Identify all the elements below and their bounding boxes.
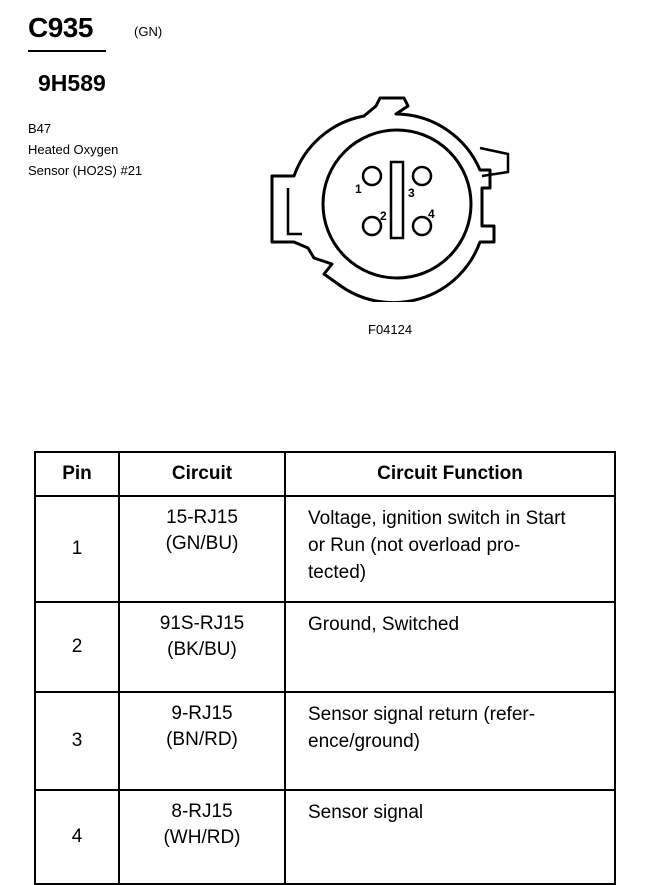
header-pin: Pin	[35, 452, 119, 496]
pin-cavity-1	[363, 167, 381, 185]
component-name-line-2: Sensor (HO2S) #21	[28, 163, 143, 178]
circuit-color: (GN/BU)	[165, 533, 239, 554]
pin-circuit-table	[34, 451, 616, 885]
table-row	[35, 496, 615, 602]
function-line: Ground, Switched	[308, 614, 460, 635]
table-header-row	[35, 452, 615, 496]
circuit-color: (BN/RD)	[166, 729, 238, 750]
pin-number: 2	[35, 602, 119, 692]
connector-color: (GN)	[134, 24, 163, 39]
table-row	[35, 790, 615, 884]
component-description	[28, 118, 142, 181]
function-line: ence/ground)	[308, 731, 420, 752]
function-line: Sensor signal	[308, 802, 424, 823]
connector-id-underline	[28, 50, 106, 52]
circuit-cell	[119, 790, 285, 884]
figure-code: F04124	[368, 322, 413, 337]
pin-label-4: 4	[428, 207, 435, 221]
header-circuit: Circuit	[119, 452, 285, 496]
function-line: or Run (not overload pro-	[308, 535, 521, 556]
function-line: tected)	[308, 562, 367, 583]
pin-cavity-2	[363, 217, 381, 235]
part-number: 9H589	[38, 70, 106, 96]
table-row	[35, 692, 615, 790]
circuit-code: 8-RJ15	[171, 801, 233, 822]
function-line: Voltage, ignition switch in Start	[308, 508, 566, 529]
circuit-code: 15-RJ15	[166, 507, 238, 528]
pin-number: 1	[35, 496, 119, 602]
pin-label-2: 2	[380, 209, 387, 223]
circuit-function	[285, 496, 615, 602]
pin-number: 3	[35, 692, 119, 790]
component-name-line-1: Heated Oxygen	[28, 142, 119, 157]
pin-label-1: 1	[355, 182, 362, 196]
circuit-code: 91S-RJ15	[159, 613, 245, 634]
circuit-color: (WH/RD)	[163, 827, 241, 848]
pin-cavity-3	[413, 167, 431, 185]
circuit-cell	[119, 496, 285, 602]
circuit-function	[285, 602, 615, 692]
circuit-cell	[119, 602, 285, 692]
circuit-code: 9-RJ15	[171, 703, 233, 724]
connector-id: C935	[28, 12, 93, 43]
pin-label-3: 3	[408, 186, 415, 200]
connector-center-key	[391, 162, 403, 238]
circuit-color: (BK/BU)	[167, 639, 237, 660]
pin-number: 4	[35, 790, 119, 884]
table-row	[35, 602, 615, 692]
header-circuit-function: Circuit Function	[285, 452, 615, 496]
circuit-function	[285, 790, 615, 884]
circuit-function	[285, 692, 615, 790]
connector-face-diagram	[258, 92, 528, 302]
component-code: B47	[28, 121, 52, 136]
circuit-cell	[119, 692, 285, 790]
function-line: Sensor signal return (refer-	[308, 704, 536, 725]
